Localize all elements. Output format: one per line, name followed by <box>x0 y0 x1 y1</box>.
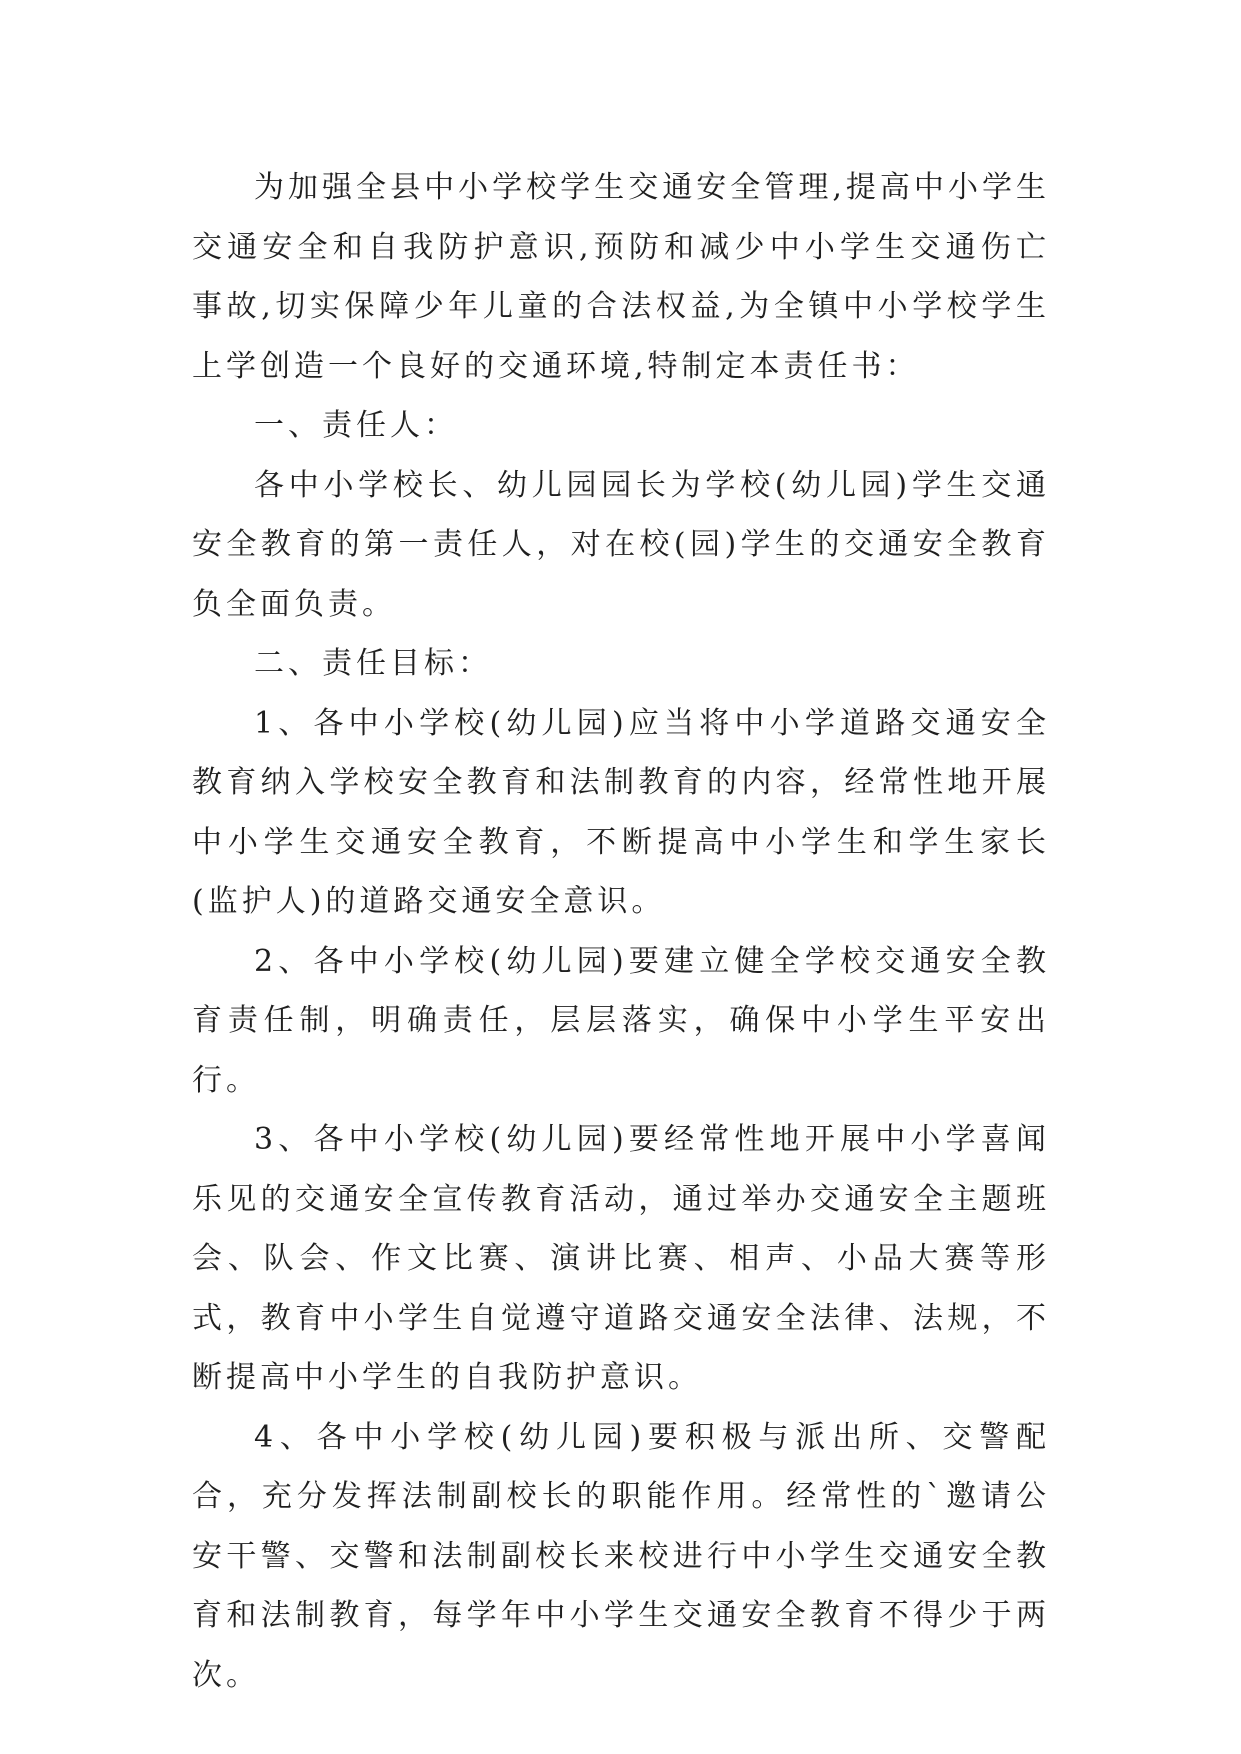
goal-item-4: 4、各中小学校(幼儿园)要积极与派出所、交警配合，充分发挥法制副校长的职能作用。经常性的`邀请公安干警、交警和法制副校长来校进行中小学生交通安全教育和法制教育，每学年中小学生交通安全教育不得少于两次。 <box>192 1419 1050 1693</box>
goal-item-1: 1、各中小学校(幼儿园)应当将中小学道路交通安全教育纳入学校安全教育和法制教育的内容，经常性地开展中小学生交通安全教育，不断提高中小学生和学生家长(监护人)的道路交通安全意识。 <box>192 705 1050 919</box>
goal-item-3: 3、各中小学校(幼儿园)要经常性地开展中小学喜闻乐见的交通安全宣传教育活动，通过举办交通安全主题班会、队会、作文比赛、演讲比赛、相声、小品大赛等形式，教育中小学生自觉遵守道路交通安全法律、法规，不断提高中小学生的自我防护意识。 <box>192 1122 1050 1395</box>
responsible-person-paragraph: 各中小学校长、幼儿园园长为学校(幼儿园)学生交通安全教育的第一责任人，对在校(园)学生的交通安全教育负全面负责。 <box>192 467 1050 622</box>
section-heading-responsibility-goals: 二、责任目标： <box>254 646 492 681</box>
section-heading-responsible-person: 一、责任人： <box>254 408 458 443</box>
document-body <box>192 158 1050 1705</box>
goal-item-2: 2、各中小学校(幼儿园)要建立健全学校交通安全教育责任制，明确责任，层层落实，确保中小学生平安出行。 <box>192 943 1050 1098</box>
intro-paragraph: 为加强全县中小学校学生交通安全管理,提高中小学生交通安全和自我防护意识,预防和减少中小学生交通伤亡事故,切实保障少年儿童的合法权益,为全镇中小学校学生上学创造一个良好的交通环境,特制定本责任书： <box>192 170 1050 384</box>
